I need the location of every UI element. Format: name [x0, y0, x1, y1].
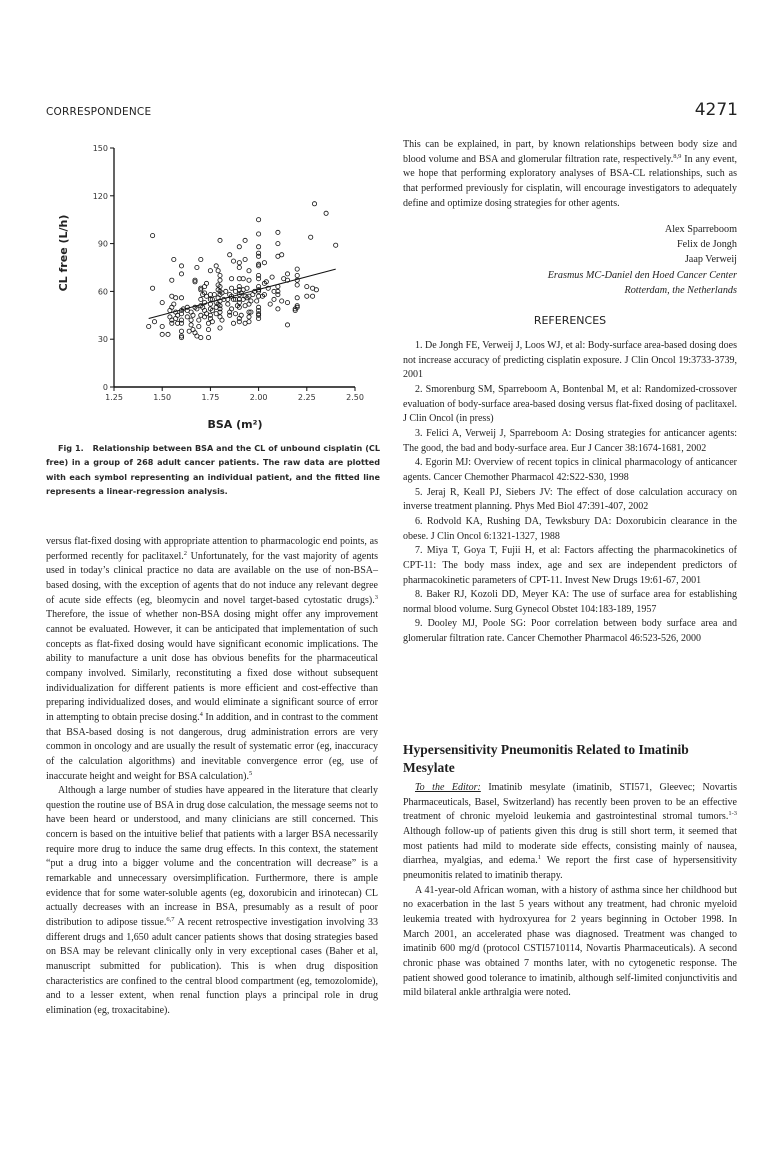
- data-point: [218, 278, 222, 282]
- article-paragraph-2: A 41-year-old African woman, with a history of asthma since her childhood but no exacerbation in the last 5 years without any treatment, had chronic myeloid leukemia treated with hydroxyurea for 2 years beginning in October 1998. In March 2001, an accelerated phase was diagnosed. Treatment was changed to imatinib 600 mg/d (protocol CSTI5710114, Novartis Pharmaceuticals). A second chronic phase was obtained 7 months later, with no cytogenetic response. The patient showed good tolerance to imatinib, although self-limited conjunctivitis and mild bilateral ankle arthralgia were noted.: [403, 884, 737, 999]
- y-tick-label: 60: [97, 287, 108, 297]
- data-point: [172, 302, 176, 306]
- references-list: [403, 339, 737, 647]
- data-point: [233, 312, 237, 316]
- data-point: [237, 265, 241, 269]
- data-point: [270, 275, 274, 279]
- citation: 2: [183, 549, 187, 557]
- text-span: versus flat-fixed dosing with appropriate attention to pharmacologic end points, as performed recently for paclitaxel.: [46, 536, 378, 562]
- reference-item: 1. De Jongh FE, Verweij J, Loos WJ, et al: Body-surface area-based dosing does not increase accuracy of predicting cisplatin exposure. J Clin Oncol 19:3733-3739, 2001: [403, 340, 737, 381]
- data-point: [199, 297, 203, 301]
- data-point: [285, 301, 289, 305]
- data-point: [204, 281, 208, 285]
- data-point: [206, 328, 210, 332]
- data-point: [147, 324, 151, 328]
- reference-item: 4. Egorin MJ: Overview of recent topics in clinical pharmacology of anticancer agents. Cancer Chemother Pharmacol 42:S22-S30, 1998: [403, 457, 737, 483]
- data-point: [206, 336, 210, 340]
- body-paragraph-2: [46, 784, 378, 1019]
- data-point: [231, 321, 235, 325]
- data-point: [257, 232, 261, 236]
- article-body: [403, 781, 737, 1001]
- signature-block: [437, 222, 737, 298]
- data-point: [230, 286, 234, 290]
- data-point: [152, 320, 156, 324]
- data-point: [272, 297, 276, 301]
- data-point: [280, 299, 284, 303]
- text-span: In any event, we hope that performing exploratory analyses of BSA-CL relationships, such as that performed previously for cisplatin, will encourage investigators to adequately define and optimize dosing strategies for other agents.: [403, 153, 737, 209]
- y-tick-label: 30: [97, 335, 108, 345]
- reference-item: 7. Miya T, Goya T, Fujii H, et al: Factors affecting the pharmacokinetics of CPT-11: The body mass index, age and sex are independent predictors of pharmacokinetic parameters of CPT-11. Invest New Drugs 19:61-67, 2001: [403, 545, 737, 586]
- data-point: [214, 264, 218, 268]
- data-point: [231, 259, 235, 263]
- data-point: [314, 288, 318, 292]
- citation: 5: [249, 769, 253, 777]
- data-point: [280, 253, 284, 257]
- data-point: [172, 257, 176, 261]
- data-point: [324, 211, 328, 215]
- data-point: [305, 294, 309, 298]
- data-point: [268, 302, 272, 306]
- data-point: [228, 253, 232, 257]
- x-tick-label: 1.25: [105, 393, 123, 402]
- text-span: In addition, and in contrast to the comment that BSA-based dosing is not dangerous, drug administration errors are very common in oncology and are usually the result of systematic error (eg, inaccuracy of the calculation algorithms) and inevitable convergence error (eg, use of inaccurate height and weight for BSA calculation).: [46, 711, 379, 782]
- data-point: [230, 277, 234, 281]
- chart-axes: [93, 144, 364, 402]
- data-point: [305, 285, 309, 289]
- data-point: [276, 242, 280, 246]
- text-span: Unfortunately, for the vast majority of agents used in today’s clinical practice no data are available on the use of non-BSA–based dosing, with the exception of agents that do not induce any relevant degree of acute side effects (eg, bleomycin and novel target-based cytostatic drugs).: [46, 550, 378, 606]
- data-point: [257, 218, 261, 222]
- data-point: [311, 294, 315, 298]
- y-tick-label: 120: [92, 191, 108, 201]
- x-axis-label: BSA (m²): [207, 418, 263, 431]
- data-point: [276, 230, 280, 234]
- data-point: [160, 301, 164, 305]
- data-point: [185, 315, 189, 319]
- data-point: [151, 286, 155, 290]
- data-point: [247, 278, 251, 282]
- data-point: [295, 283, 299, 287]
- data-point: [151, 234, 155, 238]
- y-tick-label: 150: [92, 144, 108, 153]
- text-span: Therefore, the issue of whether non-BSA dosing might offer any improvement cannot be evaluated. However, it can be anticipated that implementation of such concepts as flat-fixed dosing would have significant economic implications. The ability to manufacture a unit dose has obvious benefits for the pharmaceutical company involved. Similarly, reconstituting a fixed dose without subsequent individualization for different patients is more efficient and cost-effective than preparing individualized doses, and would eliminate a significant source of error in attempting to obtain precise dosing.: [46, 609, 378, 723]
- data-point: [255, 299, 259, 303]
- data-point: [170, 278, 174, 282]
- data-point: [247, 302, 251, 306]
- author-name: Alex Sparreboom: [664, 224, 737, 235]
- text-span: Although a large number of studies have appeared in the literature that clearly question the routine use of BSA in drug dose calculation, the message seems not to have been heard or understood, and many clinicians are still concerned. This concern is based on the intuitive belief that patients with a larger BSA necessarily require more drug to induce the same drug effects. In this context, the statement “put a drug into a bigger volume and the concentration will decrease” is a remarkable and unnecessary oversimplification. Furthermore, there is ample evidence that for some water-soluble agents (eg, doxorubicin and irinotecan) CL actually decreases with an increase in BSA, presumably as a result of poor distribution to adipose tissue.: [46, 785, 378, 929]
- data-point: [189, 323, 193, 327]
- figure-caption: [46, 441, 380, 499]
- data-point: [257, 254, 261, 258]
- text-span: Although follow-up of patients given this drug is still short term, it seemed that most patients had mild to moderate side effects, consisting mainly of nausea, diarrhea, myalgias, and edema.: [403, 825, 737, 867]
- right-column-intro: [403, 138, 737, 211]
- data-point: [179, 329, 183, 333]
- data-point: [179, 272, 183, 276]
- citation: 4: [199, 710, 203, 718]
- reference-item: 6. Rodvold KA, Rushing DA, Tewksbury DA: Doxorubicin clearance in the obese. J Clin Oncol 6:1321-1327, 1988: [403, 515, 737, 542]
- left-column-text: [46, 535, 378, 1019]
- references-heading: REFERENCES: [533, 314, 607, 327]
- data-point: [247, 320, 251, 324]
- data-point: [237, 261, 241, 265]
- data-point: [195, 265, 199, 269]
- data-point: [285, 272, 289, 276]
- text-span: We report the first case of hypersensitivity pneumonitis related to imatinib therapy.: [403, 855, 737, 881]
- figure-1-chart: [54, 138, 384, 438]
- data-point: [226, 302, 230, 306]
- reference-item: 8. Baker RJ, Kozoli DD, Meyer KA: The use of surface area for establishing normal blood volume. Surg Gynecol Obstet 104:183-189, 1957: [403, 589, 737, 615]
- data-point: [295, 267, 299, 271]
- closing-paragraph: [403, 138, 737, 211]
- figure-caption-text: Relationship between BSA and the CL of unbound cisplatin (CL free) in a group of 268 adult cancer patients. The raw data are plotted with each symbol representing an individual patient, and the fitted line represents a linear-regression analysis.: [46, 443, 381, 497]
- data-point: [276, 307, 280, 311]
- author-name: Jaap Verweij: [684, 254, 737, 266]
- y-tick-label: 0: [102, 383, 108, 392]
- data-point: [218, 326, 222, 330]
- article-paragraph-1: [403, 781, 737, 884]
- data-point: [245, 286, 249, 290]
- x-tick-label: 2.25: [297, 393, 316, 402]
- data-point: [247, 315, 251, 319]
- citation: 6,7: [166, 916, 175, 924]
- y-tick-label: 90: [97, 239, 108, 249]
- data-point: [251, 293, 255, 297]
- data-point: [224, 289, 228, 293]
- reference-item: 5. Jeraj R, Keall PJ, Siebers JV: The effect of dose calculation accuracy on inverse treatment planning. Phys Med Biol 47:391-407, 2002: [403, 486, 737, 513]
- data-point: [312, 202, 316, 206]
- affiliation: Erasmus MC-Daniel den Hoed Cancer Center: [547, 269, 737, 281]
- citation: 1-3: [728, 810, 737, 818]
- data-point: [189, 318, 193, 322]
- data-point: [220, 318, 224, 322]
- text-span: A recent retrospective investigation involving 33 different drugs and 1,650 adult cancer patients shows that dosing strategies based on BSA may be relevant clinically only in very exceptional cases (Baher et al, manuscript submitted for publication). This is when drug disposition characteristics are confined to the central blood compartment (eg, temozolomide), and to a lesser extent, when renal function plays a principal role in drug elimination (eg, troxacitabine).: [46, 917, 378, 1016]
- data-point: [230, 307, 234, 311]
- data-point: [295, 273, 299, 277]
- data-point: [191, 313, 195, 317]
- x-tick-label: 2.00: [249, 393, 268, 402]
- data-point: [218, 273, 222, 277]
- data-point: [216, 269, 220, 273]
- data-point: [199, 336, 203, 340]
- author-name: Felix de Jongh: [677, 239, 737, 251]
- y-axis-label: CL free (L/h): [57, 214, 70, 292]
- data-point: [243, 257, 247, 261]
- data-point: [243, 238, 247, 242]
- figure-caption-label: Fig 1.: [58, 443, 84, 453]
- data-point: [295, 296, 299, 300]
- citation: 1: [537, 854, 541, 862]
- text-span: This can be explained, in part, by known relationships between body size and blood volume and BSA and glomerular filtration rate, respectively.: [403, 139, 737, 165]
- data-point: [247, 269, 251, 273]
- x-tick-label: 1.50: [153, 393, 172, 402]
- data-point: [199, 257, 203, 261]
- data-point: [309, 235, 313, 239]
- article-title: Hypersensitivity Pneumonitis Related to Imatinib Mesylate: [403, 742, 689, 775]
- data-points: [147, 202, 338, 340]
- data-point: [160, 332, 164, 336]
- data-point: [334, 243, 338, 247]
- page-number: 4271: [694, 100, 738, 120]
- data-point: [160, 324, 164, 328]
- data-point: [257, 245, 261, 249]
- salutation: To the Editor:: [415, 782, 481, 793]
- data-point: [197, 318, 201, 322]
- citation: 3: [374, 593, 378, 601]
- data-point: [174, 296, 178, 300]
- data-point: [179, 264, 183, 268]
- citation: 8,9: [673, 152, 682, 160]
- reference-item: 2. Smorenburg SM, Sparreboom A, Bontenbal M, et al: Randomized-crossover evaluation of body-surface area-based dosing versus flat-fixed dosing of paclitaxel. J Clin Oncol (in press): [403, 383, 737, 425]
- running-head: CORRESPONDENCE: [46, 106, 152, 118]
- x-tick-label: 2.50: [346, 393, 364, 402]
- data-point: [197, 324, 201, 328]
- data-point: [237, 245, 241, 249]
- text-span: Imatinib mesylate (imatinib, STI571, Gleevec; Novartis Pharmaceuticals, Basel, Switzerland) has recently been proven to be an effective treatment of chronic myeloid leukemia and gastrointestinal stromal tumors.: [403, 782, 737, 823]
- data-point: [249, 299, 253, 303]
- reference-item: 9. Dooley MJ, Poole SG: Poor correlation between body surface area and glomerular filtration rate. Cancer Chemother Pharmacol 46:523-526, 2000: [403, 618, 737, 645]
- data-point: [285, 323, 289, 327]
- data-point: [166, 332, 170, 336]
- data-point: [208, 269, 212, 273]
- affiliation-location: Rotterdam, the Netherlands: [624, 284, 737, 296]
- x-tick-label: 1.75: [201, 393, 220, 402]
- scatter-plot: [54, 138, 384, 438]
- data-point: [210, 320, 214, 324]
- data-point: [239, 313, 243, 317]
- body-paragraph-1: [46, 535, 378, 784]
- reference-item: 3. Felici A, Verweij J, Sparreboom A: Dosing strategies for anticancer agents: The good, the bad and body-surface area. Eur J Cancer 38:1674-1681, 2002: [403, 427, 737, 454]
- data-point: [262, 261, 266, 265]
- data-point: [179, 296, 183, 300]
- data-point: [218, 238, 222, 242]
